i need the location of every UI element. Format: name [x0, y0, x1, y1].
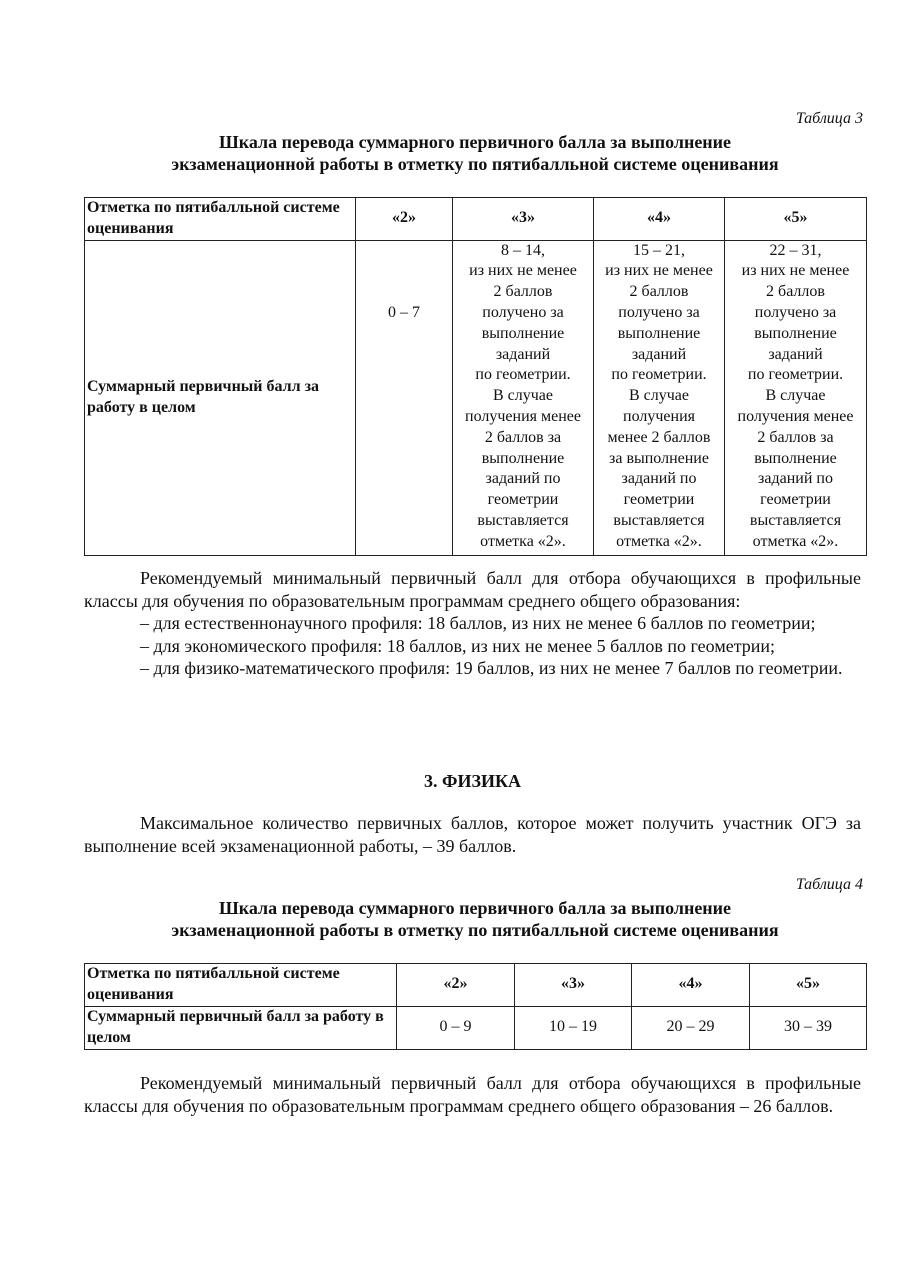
score-5-line: из них не менее — [741, 262, 850, 280]
table-3-header-row — [85, 198, 867, 241]
score-5-line: выполнение — [754, 324, 837, 342]
score-4-line: из них не менее — [605, 262, 713, 280]
table-3-caption-line-1: Шкала перевода суммарного первичного балла за выполнение — [218, 132, 732, 152]
score-3-line: заданий по — [485, 470, 561, 488]
recommendation-text-2: Рекомендуемый минимальный первичный балл для отбора обучающихся в профильные классы для обучения по образовательным программам среднего общего образования – 26 баллов. — [84, 1073, 861, 1116]
score-4-line: геометрии — [623, 491, 695, 509]
table-4-label: Таблица 4 — [795, 876, 863, 893]
score-4-line: заданий — [631, 345, 687, 363]
table-4-score-5: 30 – 39 — [750, 1006, 867, 1049]
table-3-grade-2: «2» — [356, 198, 453, 241]
table-3-score-row — [85, 240, 867, 555]
recommendation-paragraph-2 — [84, 1072, 861, 1117]
table-4-score-row — [85, 1006, 867, 1049]
table-4-row-label: Суммарный первичный балл за работу в целом — [85, 1006, 397, 1049]
table-3-grade-5: «5» — [725, 198, 867, 241]
score-4-line: выставляется — [613, 511, 705, 529]
score-3-line: выполнение — [481, 449, 565, 467]
score-4-line: получения — [623, 407, 695, 425]
recommendation-paragraph-1 — [84, 567, 861, 680]
score-3-line: получения менее — [465, 407, 581, 425]
score-4-line: за выполнение — [609, 449, 709, 467]
score-4-line: заданий по — [621, 470, 697, 488]
table-4-grade-2: «2» — [397, 964, 515, 1007]
score-5-line: заданий — [768, 345, 823, 363]
score-3-line: по геометрии. — [475, 366, 571, 384]
score-3-line: получено за — [482, 303, 564, 321]
score-3-line: 2 баллов — [493, 283, 553, 301]
section-heading: 3. ФИЗИКА — [423, 771, 521, 791]
score-3-line: В случае — [492, 387, 553, 405]
table-3-caption — [70, 131, 880, 175]
table-4 — [84, 963, 867, 1050]
table-4-header-row — [85, 964, 867, 1007]
table-3-label: Таблица 3 — [795, 110, 863, 127]
table-4-grade-4: «4» — [632, 964, 750, 1007]
score-3-line: заданий — [495, 345, 551, 363]
score-5-line: геометрии — [760, 491, 831, 509]
table-3-score-3 — [453, 240, 594, 555]
score-5-line: получено за — [754, 303, 837, 321]
profile-item-physics-math: – для физико-математического профиля: 19 баллов, из них не менее 7 баллов по геометрии. — [140, 658, 843, 679]
recommendation-text-1: Рекомендуемый минимальный первичный балл для отбора обучающихся в профильные классы для обучения по образовательным программам среднего общего образования: — [84, 568, 861, 611]
score-4-line: отметка «2». — [616, 532, 702, 550]
table-3-score-4 — [594, 240, 725, 555]
score-3-line: из них не менее — [469, 262, 577, 280]
score-5-line: выставляется — [749, 511, 842, 529]
score-3-line: отметка «2». — [480, 532, 566, 550]
score-5-line: отметка «2». — [752, 532, 839, 550]
table-3-grade-4: «4» — [594, 198, 725, 241]
profile-item-economics: – для экономического профиля: 18 баллов, из них не менее 5 баллов по геометрии; — [140, 635, 776, 656]
table-4-score-2: 0 – 9 — [397, 1006, 515, 1049]
score-4-line: выполнение — [617, 324, 701, 342]
table-3-score-2: 0 – 7 — [356, 240, 453, 555]
score-4-line: по геометрии. — [611, 366, 707, 384]
table-4-grade-3: «3» — [515, 964, 632, 1007]
score-4-line: В случае — [628, 387, 689, 405]
table-4-caption — [70, 897, 880, 941]
profile-item-natural-science: – для естественнонаучного профиля: 18 баллов, из них не менее 6 баллов по геометрии; — [140, 613, 816, 634]
table-3-header-label: Отметка по пятибалльной системе оценивания — [85, 198, 356, 241]
score-5-line: заданий по — [758, 470, 833, 488]
score-3-line: выставляется — [477, 511, 569, 529]
score-5-line: по геометрии. — [747, 366, 844, 384]
table-3-grade-3: «3» — [453, 198, 594, 241]
score-5-line: выполнение — [754, 449, 837, 467]
table-4-grade-5: «5» — [750, 964, 867, 1007]
table-3-score-5 — [725, 240, 867, 555]
table-3-row-label: Суммарный первичный балл за работу в целом — [85, 240, 356, 555]
table-4-header-label: Отметка по пятибалльной системе оценивания — [85, 964, 397, 1007]
score-5-line: 22 – 31, — [769, 241, 822, 259]
score-5-line: 2 баллов — [766, 283, 825, 301]
score-5-line: 2 баллов за — [757, 428, 834, 446]
score-4-line: менее 2 баллов — [607, 428, 711, 446]
table-4-score-3: 10 – 19 — [515, 1006, 632, 1049]
table-4-caption-line-1: Шкала перевода суммарного первичного балла за выполнение — [218, 898, 732, 918]
score-3-line: 8 – 14, — [501, 241, 545, 259]
score-5-line: получения менее — [737, 407, 854, 425]
score-3-line: геометрии — [487, 491, 559, 509]
score-4-line: получено за — [618, 303, 700, 321]
section-paragraph — [84, 812, 861, 857]
table-3 — [84, 197, 867, 556]
score-4-line: 2 баллов — [629, 283, 689, 301]
score-4-line: 15 – 21, — [633, 241, 685, 259]
table-4-score-4: 20 – 29 — [632, 1006, 750, 1049]
table-4-caption-line-2: экзаменационной работы в отметку по пятибалльной системе оценивания — [171, 920, 779, 940]
score-3-line: 2 баллов за — [484, 428, 562, 446]
max-score-text: Максимальное количество первичных баллов, которое может получить участник ОГЭ за выполнение всей экзаменационной работы, – 39 баллов. — [84, 813, 861, 856]
score-5-line: В случае — [765, 387, 826, 405]
score-3-line: выполнение — [481, 324, 565, 342]
table-3-caption-line-2: экзаменационной работы в отметку по пятибалльной системе оценивания — [171, 154, 779, 174]
